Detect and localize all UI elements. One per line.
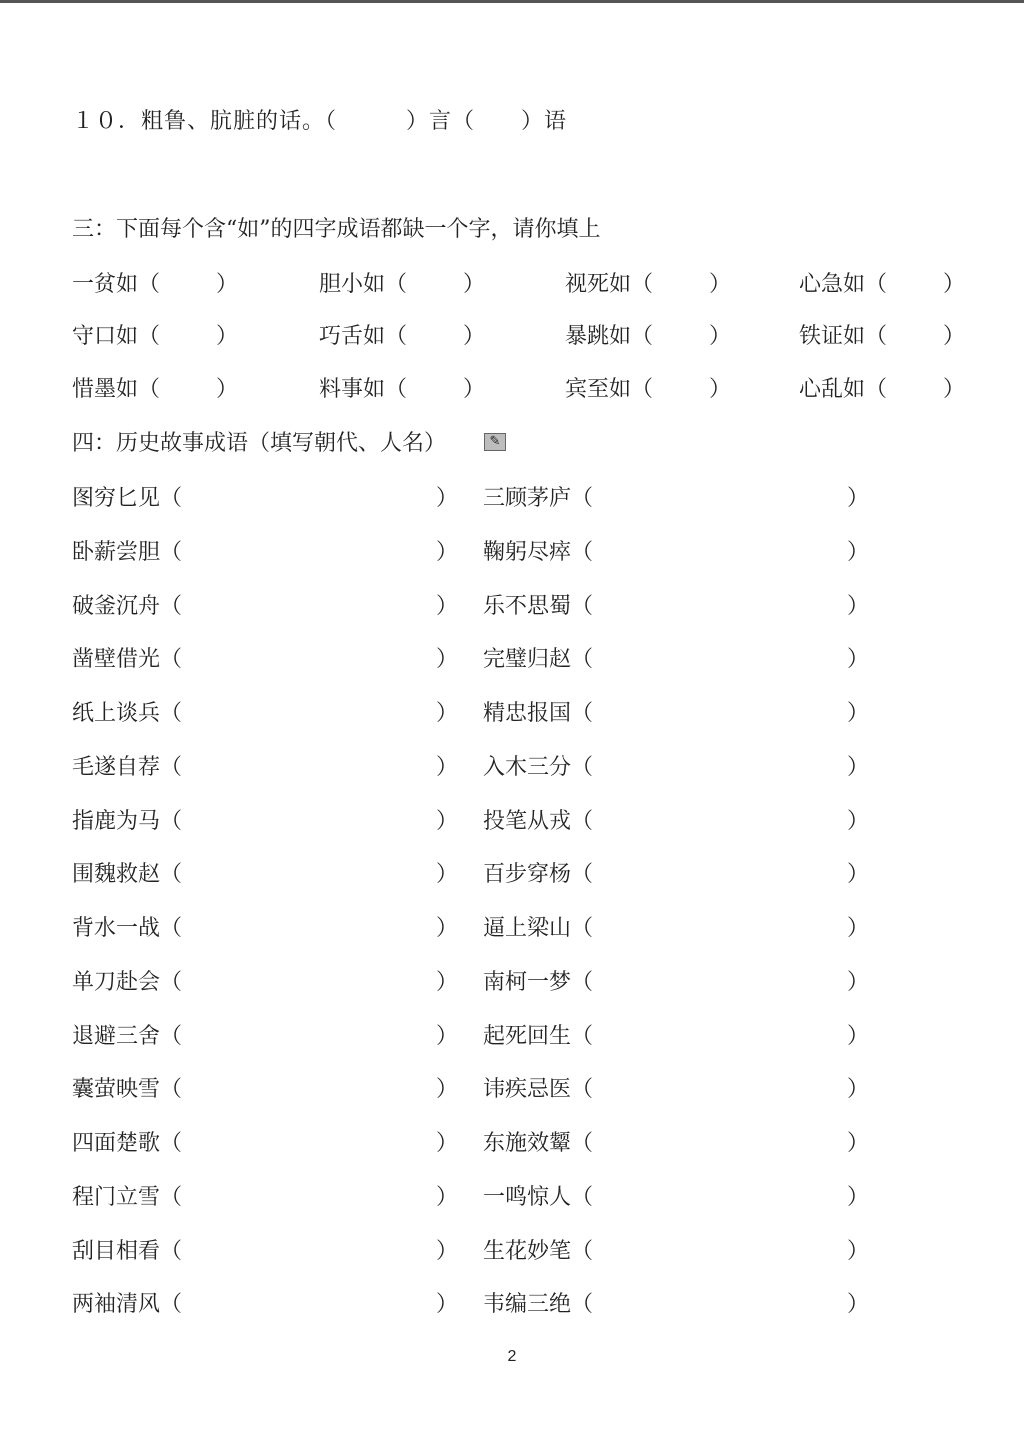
story-idiom: 生花妙笔（: [483, 1239, 594, 1264]
story-idiom: 毛遂自荐（: [72, 755, 183, 780]
idiom-text: 胆小如（: [319, 272, 408, 297]
story-row: [72, 1130, 892, 1160]
answer-blank-close: ）: [847, 647, 870, 672]
answer-blank-close: ）: [847, 862, 870, 887]
idiom-text: 暴跳如（: [565, 324, 654, 349]
answer-blank-close: ）: [847, 1131, 870, 1156]
story-idiom: 入木三分（: [483, 755, 594, 780]
answer-blank-close: ）: [436, 755, 459, 780]
story-idiom: 图穷匕见（: [72, 486, 183, 511]
story-idiom: 一鸣惊人（: [483, 1185, 594, 1210]
top-rule: [0, 0, 1024, 3]
answer-blank-close: ）: [847, 1077, 870, 1102]
story-row: [72, 861, 892, 891]
story-row: [72, 1076, 892, 1106]
answer-blank-close: ）: [436, 486, 459, 511]
answer-blank-close: ）: [847, 486, 870, 511]
idiom-text: 宾至如（: [565, 377, 654, 402]
story-idiom: 四面楚歌（: [72, 1131, 183, 1156]
story-idiom: 纸上谈兵（: [72, 701, 183, 726]
answer-blank-close: ）: [847, 701, 870, 726]
story-idiom: 投笔从戎（: [483, 809, 594, 834]
idiom-text: 心乱如（: [799, 377, 888, 402]
story-row: [72, 593, 892, 623]
story-idiom: 指鹿为马（: [72, 809, 183, 834]
answer-blank-close: ）: [216, 377, 239, 402]
story-row: [72, 1291, 892, 1321]
section-4-heading: 四：历史故事成语（填写朝代、人名）: [72, 431, 447, 456]
answer-blank-close: ）: [436, 1024, 459, 1049]
page-number: 2: [507, 1348, 517, 1365]
answer-blank-close: ）: [463, 377, 486, 402]
idiom-row: [72, 271, 972, 301]
answer-blank-close: ）: [847, 1239, 870, 1264]
answer-blank-close: ）: [436, 1077, 459, 1102]
story-idiom: 退避三舍（: [72, 1024, 183, 1049]
answer-blank-close: ）: [709, 324, 732, 349]
story-row: [72, 646, 892, 676]
story-row: [72, 1023, 892, 1053]
story-idiom: 南柯一梦（: [483, 970, 594, 995]
story-idiom: 百步穿杨（: [483, 862, 594, 887]
answer-blank-close: ）: [436, 701, 459, 726]
story-idiom: 背水一战（: [72, 916, 183, 941]
story-idiom: 东施效颦（: [483, 1131, 594, 1156]
answer-blank-close: ）: [847, 755, 870, 780]
story-idiom: 完璧归赵（: [483, 647, 594, 672]
idiom-item: [799, 271, 966, 299]
answer-blank-close: ）: [847, 540, 870, 565]
note-icon[interactable]: ✎: [484, 433, 506, 451]
story-idiom: 起死回生（: [483, 1024, 594, 1049]
idiom-item: [799, 376, 966, 404]
answer-blank-close: ）: [436, 1131, 459, 1156]
answer-blank-close: ）: [847, 809, 870, 834]
story-row: [72, 485, 892, 515]
idiom-item: [72, 376, 239, 404]
answer-blank-close: ）: [463, 324, 486, 349]
answer-blank-close: ）: [847, 1292, 870, 1317]
answer-blank-close: ）: [463, 272, 486, 297]
story-idiom: 囊萤映雪（: [72, 1077, 183, 1102]
story-idiom: 韦编三绝（: [483, 1292, 594, 1317]
idiom-row: [72, 376, 972, 406]
idiom-text: 守口如（: [72, 324, 161, 349]
answer-blank-close: ）: [709, 272, 732, 297]
answer-blank-close: ）: [436, 916, 459, 941]
answer-blank-close: ）: [943, 324, 966, 349]
story-row: [72, 1238, 892, 1268]
story-idiom: 卧薪尝胆（: [72, 540, 183, 565]
story-idiom: 讳疾忌医（: [483, 1077, 594, 1102]
story-idiom: 精忠报国（: [483, 701, 594, 726]
answer-blank-close: ）: [436, 862, 459, 887]
answer-blank-close: ）: [709, 377, 732, 402]
story-idiom: 鞠躬尽瘁（: [483, 540, 594, 565]
answer-blank-close: ）: [847, 916, 870, 941]
answer-blank-close: ）: [847, 1024, 870, 1049]
story-idiom: 三顾茅庐（: [483, 486, 594, 511]
idiom-text: 心急如（: [799, 272, 888, 297]
story-row: [72, 754, 892, 784]
answer-blank-close: ）: [436, 1185, 459, 1210]
story-idiom: 两袖清风（: [72, 1292, 183, 1317]
story-row: [72, 539, 892, 569]
story-row: [72, 1184, 892, 1214]
answer-blank-close: ）: [847, 1185, 870, 1210]
answer-blank-close: ）: [943, 272, 966, 297]
story-idiom: 乐不思蜀（: [483, 594, 594, 619]
idiom-text: 一贫如（: [72, 272, 161, 297]
answer-blank-close: ）: [943, 377, 966, 402]
answer-blank-close: ）: [847, 970, 870, 995]
story-row: [72, 915, 892, 945]
idiom-text: 巧舌如（: [319, 324, 408, 349]
answer-blank-close: ）: [216, 272, 239, 297]
idiom-text: 料事如（: [319, 377, 408, 402]
story-idiom: 程门立雪（: [72, 1185, 183, 1210]
idiom-item: [72, 271, 239, 299]
idiom-item: [799, 323, 966, 351]
idiom-text: 惜墨如（: [72, 377, 161, 402]
idiom-text: 视死如（: [565, 272, 654, 297]
story-idiom: 围魏救赵（: [72, 862, 183, 887]
answer-blank-close: ）: [436, 1292, 459, 1317]
answer-blank-close: ）: [847, 594, 870, 619]
story-idiom: 刮目相看（: [72, 1239, 183, 1264]
idiom-item: [319, 271, 486, 299]
story-row: [72, 808, 892, 838]
answer-blank-close: ）: [216, 324, 239, 349]
answer-blank-close: ）: [436, 970, 459, 995]
idiom-item: [565, 376, 732, 404]
idiom-row: [72, 323, 972, 353]
answer-blank-close: ）: [436, 647, 459, 672]
idiom-item: [319, 323, 486, 351]
answer-blank-close: ）: [436, 540, 459, 565]
story-idiom: 单刀赴会（: [72, 970, 183, 995]
idiom-item: [72, 323, 239, 351]
idiom-item: [565, 323, 732, 351]
story-idiom: 破釜沉舟（: [72, 594, 183, 619]
idiom-item: [319, 376, 486, 404]
story-idiom: 凿壁借光（: [72, 647, 183, 672]
answer-blank-close: ）: [436, 809, 459, 834]
story-row: [72, 700, 892, 730]
story-idiom: 逼上梁山（: [483, 916, 594, 941]
idiom-text: 铁证如（: [799, 324, 888, 349]
section-3-heading: 三：下面每个含“如”的四字成语都缺一个字，请你填上: [72, 217, 601, 242]
idiom-item: [565, 271, 732, 299]
question-10: １０．粗鲁、肮脏的话。（ ）言（ ）语: [72, 109, 568, 134]
answer-blank-close: ）: [436, 594, 459, 619]
answer-blank-close: ）: [436, 1239, 459, 1264]
story-row: [72, 969, 892, 999]
